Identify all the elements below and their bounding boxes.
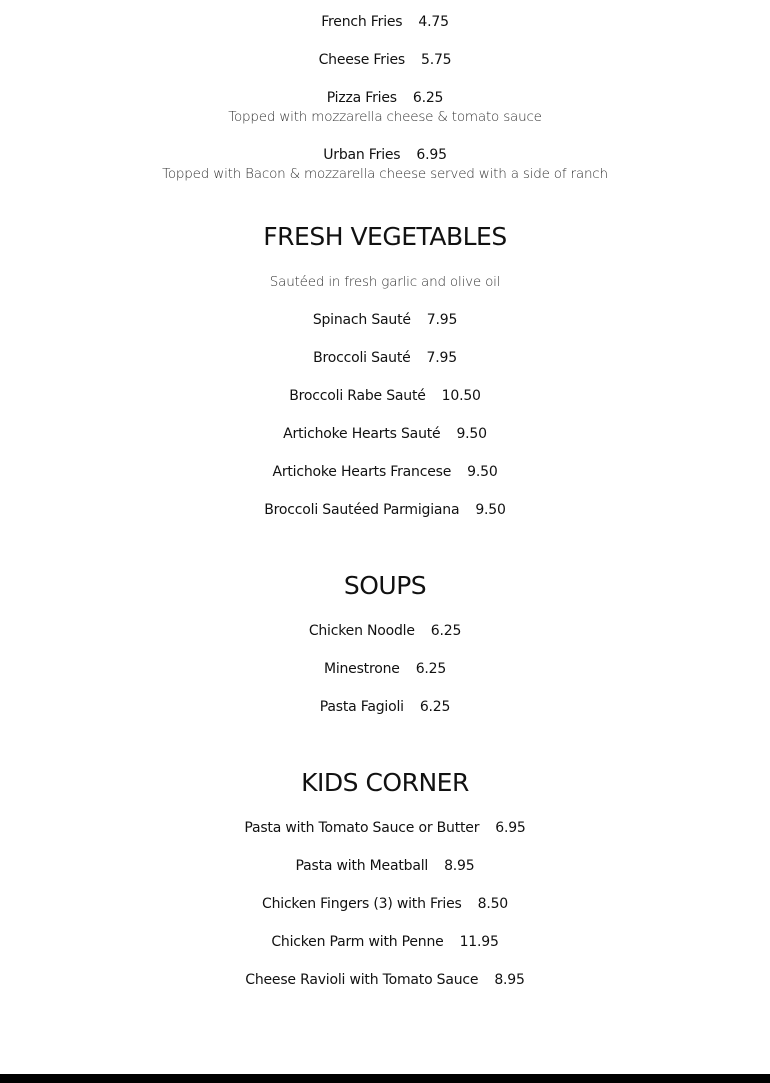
- item-name: Chicken Fingers (3) with Fries: [262, 896, 462, 912]
- item-price: 7.95: [426, 350, 457, 366]
- item-price: 8.95: [494, 972, 525, 988]
- item-name: Urban Fries: [323, 147, 401, 163]
- item-name: Pasta Fagioli: [319, 699, 404, 715]
- menu-item: [0, 622, 770, 640]
- item-price: 8.95: [444, 858, 475, 874]
- footer-bar: [0, 1074, 770, 1083]
- menu-item: [0, 89, 770, 107]
- item-price: 9.50: [467, 464, 498, 480]
- menu-item: [0, 698, 770, 716]
- item-name: Pizza Fries: [326, 90, 397, 106]
- item-name: Cheese Fries: [318, 52, 406, 68]
- item-price: 9.50: [456, 426, 487, 442]
- item-price: 9.50: [475, 502, 506, 518]
- item-name: Minestrone: [323, 661, 400, 677]
- section-heading-soups: SOUPS: [343, 571, 427, 600]
- menu-item: [0, 425, 770, 443]
- item-description: Topped with Bacon & mozzarella cheese served with a side of ranch: [162, 166, 608, 182]
- menu-item: [0, 349, 770, 367]
- menu-item: [0, 463, 770, 481]
- item-name: Pasta with Meatball: [295, 858, 429, 874]
- item-name: French Fries: [321, 14, 403, 30]
- section-subtitle: Sautéed in fresh garlic and olive oil: [269, 274, 501, 290]
- item-name: Artichoke Hearts Sauté: [283, 426, 441, 442]
- item-price: 6.95: [495, 820, 526, 836]
- item-name: Artichoke Hearts Francese: [272, 464, 452, 480]
- item-price: 6.95: [416, 147, 447, 163]
- item-name: Broccoli Rabe Sauté: [289, 388, 426, 404]
- item-price: 6.25: [419, 699, 451, 715]
- item-price: 6.25: [415, 661, 447, 677]
- section-heading-kids: KIDS CORNER: [301, 768, 469, 797]
- item-name: Spinach Sauté: [312, 312, 411, 328]
- item-price: 7.95: [426, 312, 458, 328]
- item-description: Topped with mozzarella cheese & tomato sauce: [228, 109, 542, 125]
- menu-item: [0, 146, 770, 164]
- item-price: 6.25: [430, 623, 462, 639]
- item-name: Pasta with Tomato Sauce or Butter: [244, 820, 480, 836]
- item-price: 6.25: [412, 90, 444, 106]
- item-price: 10.50: [441, 388, 481, 404]
- menu-item: [0, 895, 770, 913]
- item-price: 5.75: [421, 52, 452, 68]
- menu-item: [0, 13, 770, 31]
- menu-item: [0, 387, 770, 405]
- menu-item: [0, 660, 770, 678]
- item-price: 11.95: [459, 934, 499, 950]
- section-heading-vegetables: FRESH VEGETABLES: [263, 222, 507, 251]
- menu-item: [0, 311, 770, 329]
- item-name: Chicken Parm with Penne: [271, 934, 444, 950]
- menu-item: [0, 933, 770, 951]
- item-name: Broccoli Sauté: [313, 350, 411, 366]
- menu-item: [0, 819, 770, 837]
- menu-item: [0, 971, 770, 989]
- item-name: Cheese Ravioli with Tomato Sauce: [245, 972, 479, 988]
- menu-item: [0, 501, 770, 519]
- item-name: Chicken Noodle: [308, 623, 415, 639]
- item-price: 8.50: [477, 896, 508, 912]
- menu-item: [0, 857, 770, 875]
- item-name: Broccoli Sautéed Parmigiana: [264, 502, 460, 518]
- menu-item: [0, 51, 770, 69]
- item-price: 4.75: [418, 14, 449, 30]
